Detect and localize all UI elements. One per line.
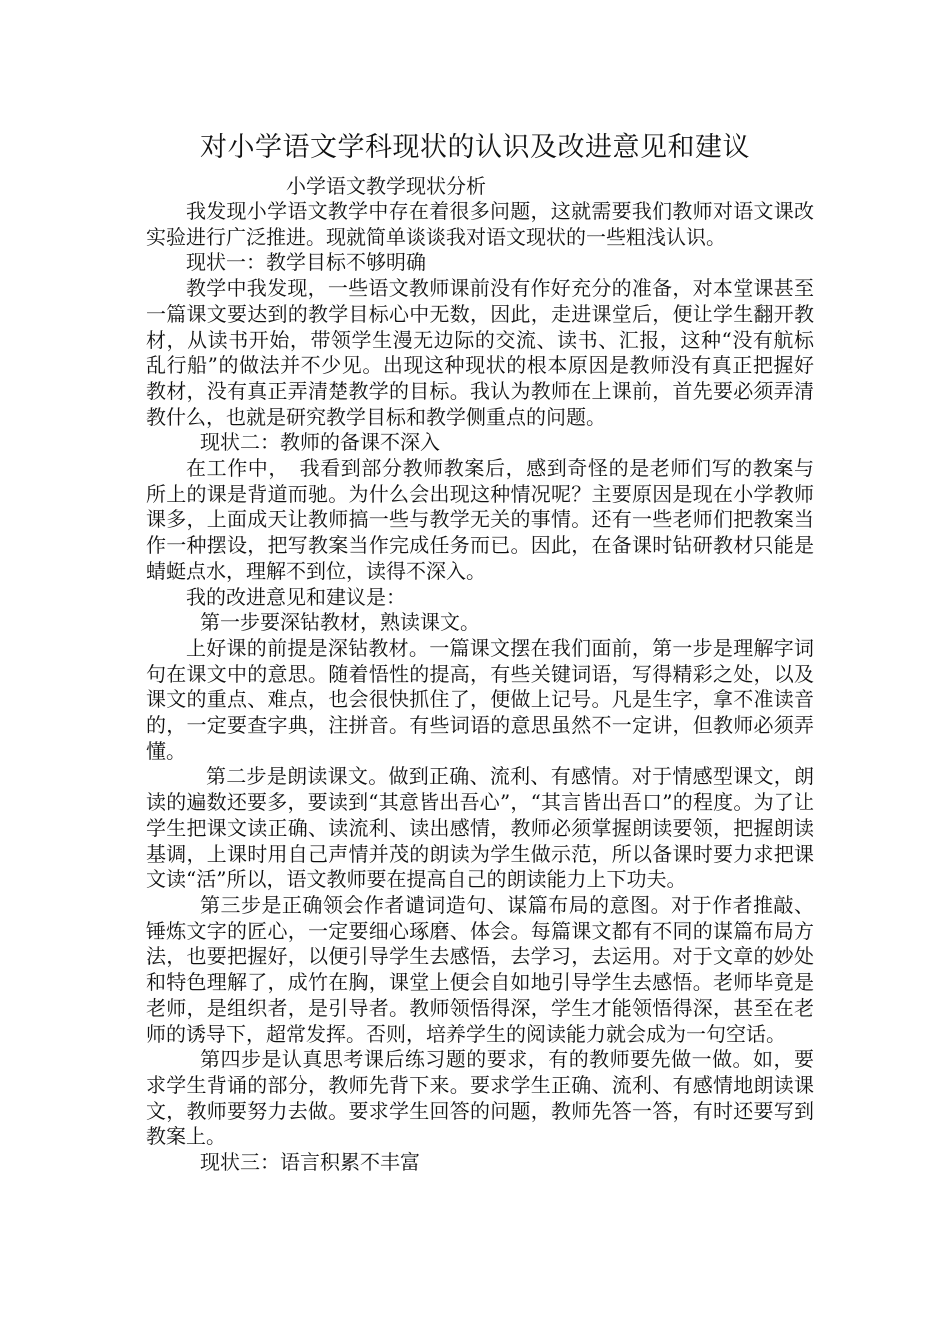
paragraph: 第三步是正确领会作者谴词造句、谋篇布局的意图。对于作者推敲、锤炼文字的匠心，一定要细心琢磨、体会。每篇课文都有不同的谋篇布局方法，也要把握好，以便引导学生去感悟，去学习，去运用。对于文章的妙处和特色理解了，成竹在胸，课堂上便会自如地引导学生去感悟。老师毕竟是老师，是组织者，是引导者。教师领悟得深，学生才能领悟得深，甚至在老师的诱导下，超常发挥。否则，培养学生的阅读能力就会成为一句空话。: [146, 892, 814, 1046]
step-heading-1: 第一步要深钻教材，熟读课文。: [200, 610, 480, 635]
section-heading-2: 现状二：教师的备课不深入: [200, 430, 440, 455]
paragraph-intro: 我发现小学语文教学中存在着很多问题，这就需要我们教师对语文课改实验进行广泛推进。现就简单谈谈我对语文现状的一些粗浅认识。: [146, 199, 814, 249]
document-title: 对小学语文学科现状的认识及改进意见和建议: [200, 132, 750, 163]
paragraph: 我的改进意见和建议是：: [186, 584, 406, 609]
document-body: [146, 199, 814, 1176]
paragraph: 教学中我发现，一些语文教师课前没有作好充分的准备，对本堂课甚至一篇课文要达到的教学目标心中无数，因此，走进课堂后，便让学生翻开教材，从读书开始，带领学生漫无边际的交流、读书、汇报，这种“没有航标乱行船”的做法并不少见。出现这种现状的根本原因是教师没有真正把握好教材，没有真正弄清楚教学的目标。我认为教师在上课前，首先要必须弄清教什么，也就是研究教学目标和教学侧重点的问题。: [146, 276, 814, 429]
paragraph: 上好课的前提是深钻教材。一篇课文摆在我们面前，第一步是理解字词句在课文中的意思。随着悟性的提高，有些关键词语，写得精彩之处，以及课文的重点、难点，也会很快抓住了，便做上记号。凡是生字，拿不准读音的，一定要查字典，注拼音。有些词语的意思虽然不一定讲，但教师必须弄懂。: [146, 635, 814, 763]
paragraph: 第四步是认真思考课后练习题的要求，有的教师要先做一做。如，要求学生背诵的部分，教师先背下来。要求学生正确、流利、有感情地朗读课文，教师要努力去做。要求学生回答的问题，教师先答一答，有时还要写到教案上。: [146, 1047, 814, 1149]
section-heading-1: 现状一：教学目标不够明确: [186, 250, 426, 275]
paragraph: 第二步是朗读课文。做到正确、流利、有感情。对于情感型课文，朗读的遍数还要多，要读到“其意皆出吾心”，“其言皆出吾口”的程度。为了让学生把课文读正确、读流利、读出感情，教师必须掌握朗读要领，把握朗读基调，上课时用自己声情并茂的朗读为学生做示范，所以备课时要力求把课文读“活”所以，语文教师要在提高自己的朗读能力上下功夫。: [146, 764, 814, 892]
section-heading-3: 现状三：语言积累不丰富: [200, 1150, 420, 1175]
paragraph: 在工作中， 我看到部分教师教案后，感到奇怪的是老师们写的教案与所上的课是背道而驰。为什么会出现这种情况呢？主要原因是现在小学教师课多，上面成天让教师搞一些与教学无关的事情。还有一些老师们把教案当作一种摆设，把写教案当作完成任务而已。因此，在备课时钻研教材只能是蜻蜓点水，理解不到位，读得不深入。: [146, 456, 814, 583]
document-subtitle: 小学语文教学现状分析: [286, 174, 486, 198]
